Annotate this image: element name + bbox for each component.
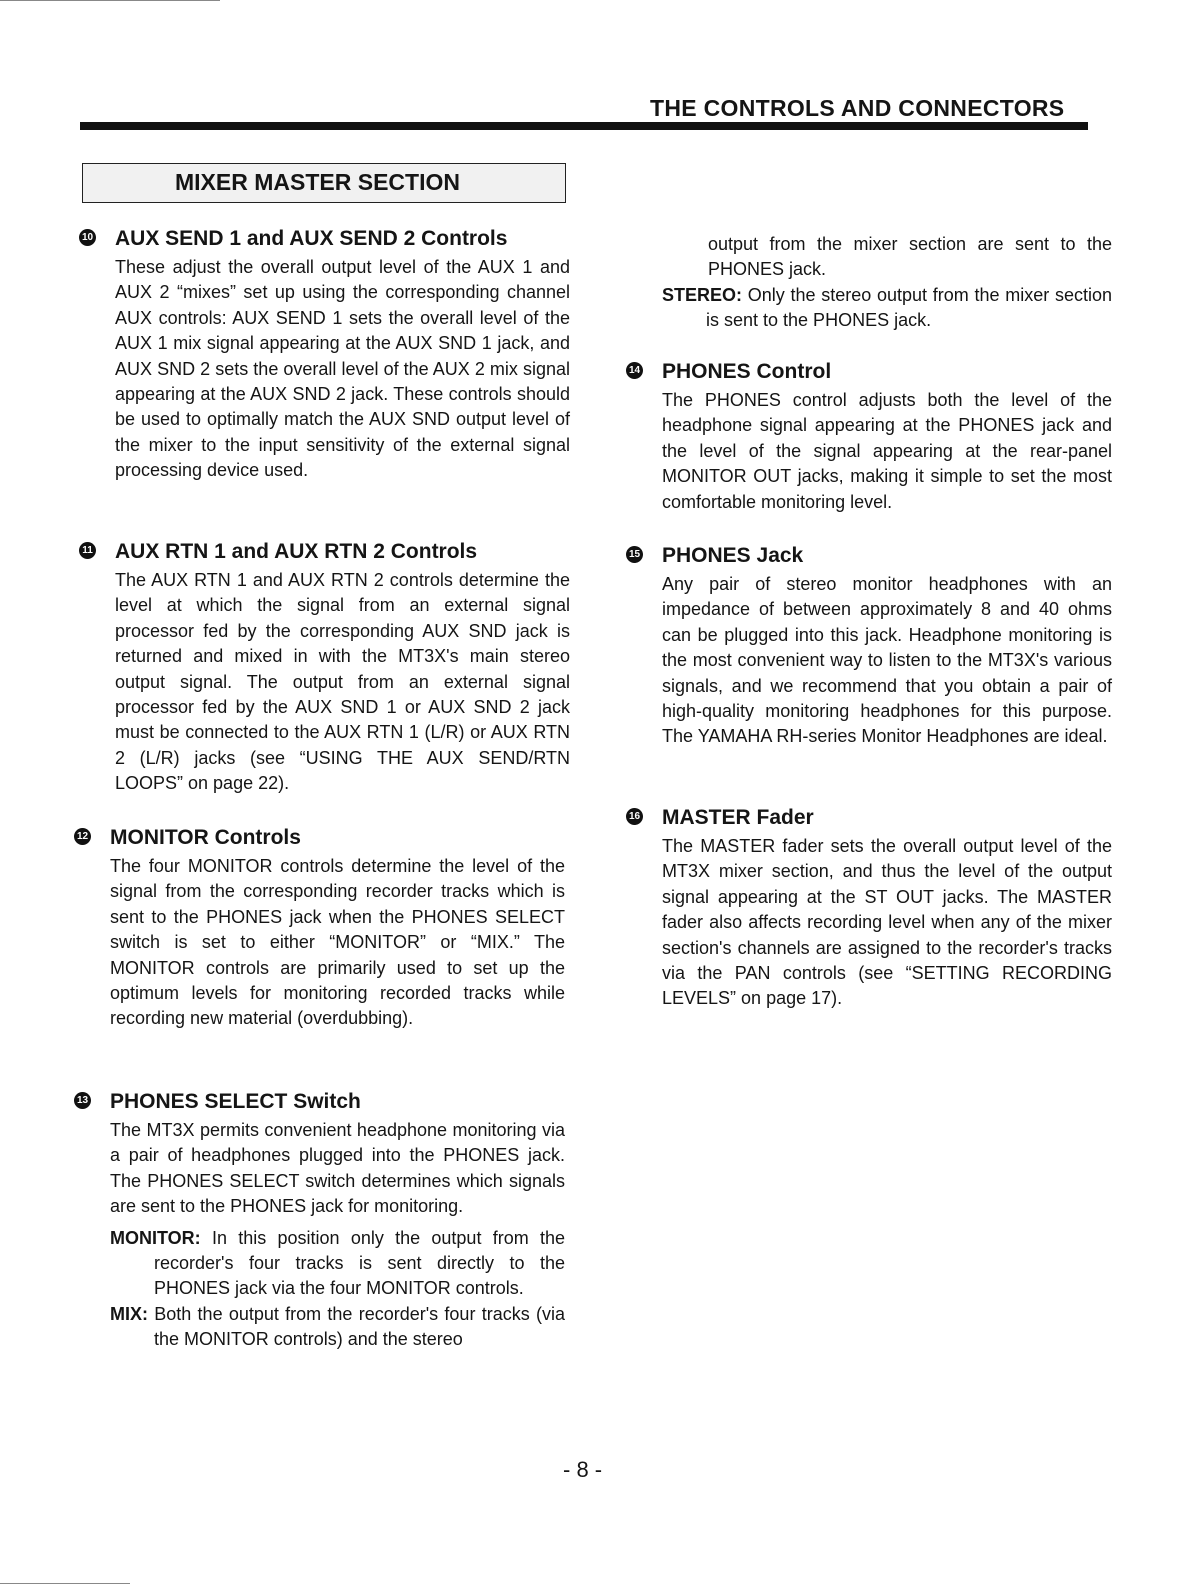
heading-text: MONITOR Controls (110, 826, 301, 849)
circled-number-icon: 12 (74, 828, 91, 845)
circled-number-icon: 14 (626, 362, 643, 379)
heading-text: AUX SEND 1 and AUX SEND 2 Controls (115, 227, 508, 250)
item-phones-select-continued (662, 232, 1112, 334)
item-phones-control (628, 360, 1112, 515)
item-heading (628, 544, 1112, 568)
item-aux-rtn (82, 540, 570, 797)
definition-monitor (110, 1226, 565, 1302)
definition-mix (110, 1302, 565, 1353)
definition-text: Both the output from the recorder's four tracks (via the MONITOR controls) and the stereo (154, 1303, 565, 1350)
definition-text: Only the stereo output from the mixer section is sent to the PHONES jack. (706, 284, 1112, 331)
item-body: The four MONITOR controls determine the level of the signal from the corresponding recorder tracks which is sent to the PHONES jack when the PHONES SELECT switch is set to either “MONITOR” or “MIX.” The MONITOR controls are primarily used to set up the optimum levels for monitoring recorded tracks while recording new material (overdubbing). (110, 856, 565, 1029)
scan-edge-line (0, 1583, 130, 1584)
item-body: The PHONES control adjusts both the level of the headphone signal appearing at the PHONES jack and the level of the signal appearing at the rear-panel MONITOR OUT jacks, making it simple to set the most comfortable monitoring level. (662, 390, 1112, 512)
circled-number-icon: 13 (74, 1092, 91, 1109)
item-body: Any pair of stereo monitor headphones with an impedance of between approximately 8 and 40 ohms can be plugged into this jack. Headphone monitoring is the most convenient way to listen to the MT3X's various signals, and we recommend that you obtain a pair of high-quality monitoring headphones for this purpose. The YAMAHA RH-series Monitor Headphones are ideal. (662, 574, 1112, 747)
item-body: The MT3X permits convenient headphone monitoring via a pair of headphones plugged into the PHONES jack. The PHONES SELECT switch determines which signals are sent to the PHONES jack for monitoring. (110, 1120, 565, 1217)
section-title: MIXER MASTER SECTION (175, 169, 460, 195)
heading-text: MASTER Fader (662, 806, 814, 829)
circled-number-icon: 16 (626, 808, 643, 825)
circled-number-icon: 11 (79, 542, 96, 559)
definition-label: MONITOR: (110, 1227, 201, 1248)
definition-mix-continued: output from the mixer section are sent to the PHONES jack. (708, 234, 1112, 280)
item-body: These adjust the overall output level of the AUX 1 and AUX 2 “mixes” set up using the corresponding channel AUX controls: AUX SEND 1 sets the overall level of the AUX 1 mix signal appearing at the AUX SND 1 jack, and AUX SND 2 sets the overall level of the AUX 2 mix signal appearing at the AUX SND 2 jack. These controls should be used to optimally match the AUX SND output level of the mixer to the input sensitivity of the external signal processing device used. (115, 257, 570, 481)
item-heading (76, 826, 565, 850)
definition-text: In this position only the output from the recorder's four tracks is sent directly to the PHONES jack via the four MONITOR controls. (154, 1227, 565, 1299)
item-heading (628, 360, 1112, 384)
header-rule (80, 122, 1088, 130)
scan-edge-line (0, 0, 220, 1)
item-monitor-controls (76, 826, 565, 1032)
item-master-fader (628, 806, 1112, 1012)
heading-text: PHONES Control (662, 360, 832, 383)
circled-number-icon: 10 (79, 229, 96, 246)
item-heading (81, 227, 570, 251)
item-heading (628, 806, 1112, 830)
definition-label: MIX: (110, 1303, 148, 1324)
heading-text: AUX RTN 1 and AUX RTN 2 Controls (115, 540, 478, 563)
circled-number-icon: 15 (626, 546, 643, 563)
item-heading (82, 540, 570, 564)
page-number: - 8 - (563, 1457, 603, 1482)
running-header: THE CONTROLS AND CONNECTORS (650, 95, 1065, 121)
section-title-box (82, 163, 566, 203)
item-body: The MASTER fader sets the overall output level of the MT3X mixer section, and thus the level of the output signal appearing at the ST OUT jacks. The MASTER fader also affects recording level when any of the mixer section's channels are assigned to the recorder's tracks via the PAN controls (see “SETTING RECORDING LEVELS” on page 17). (662, 836, 1112, 1009)
item-heading (76, 1090, 565, 1114)
item-body: The AUX RTN 1 and AUX RTN 2 controls determine the level at which the signal from an external signal processor fed by the corresponding AUX SND jack is returned and mixed in with the MT3X's main stereo output signal. The output from an external signal processor fed by the AUX SND 1 or AUX SND 2 jack must be connected to the AUX RTN 1 (L/R) or AUX RTN 2 (L/R) jacks (see “USING THE AUX SEND/RTN LOOPS” on page 22). (115, 570, 570, 794)
definition-label: STEREO: (662, 284, 743, 305)
definition-stereo (662, 283, 1112, 334)
item-phones-jack (628, 544, 1112, 750)
item-phones-select (76, 1090, 565, 1353)
heading-text: PHONES SELECT Switch (110, 1090, 361, 1113)
heading-text: PHONES Jack (662, 544, 804, 567)
item-aux-send (81, 227, 570, 484)
